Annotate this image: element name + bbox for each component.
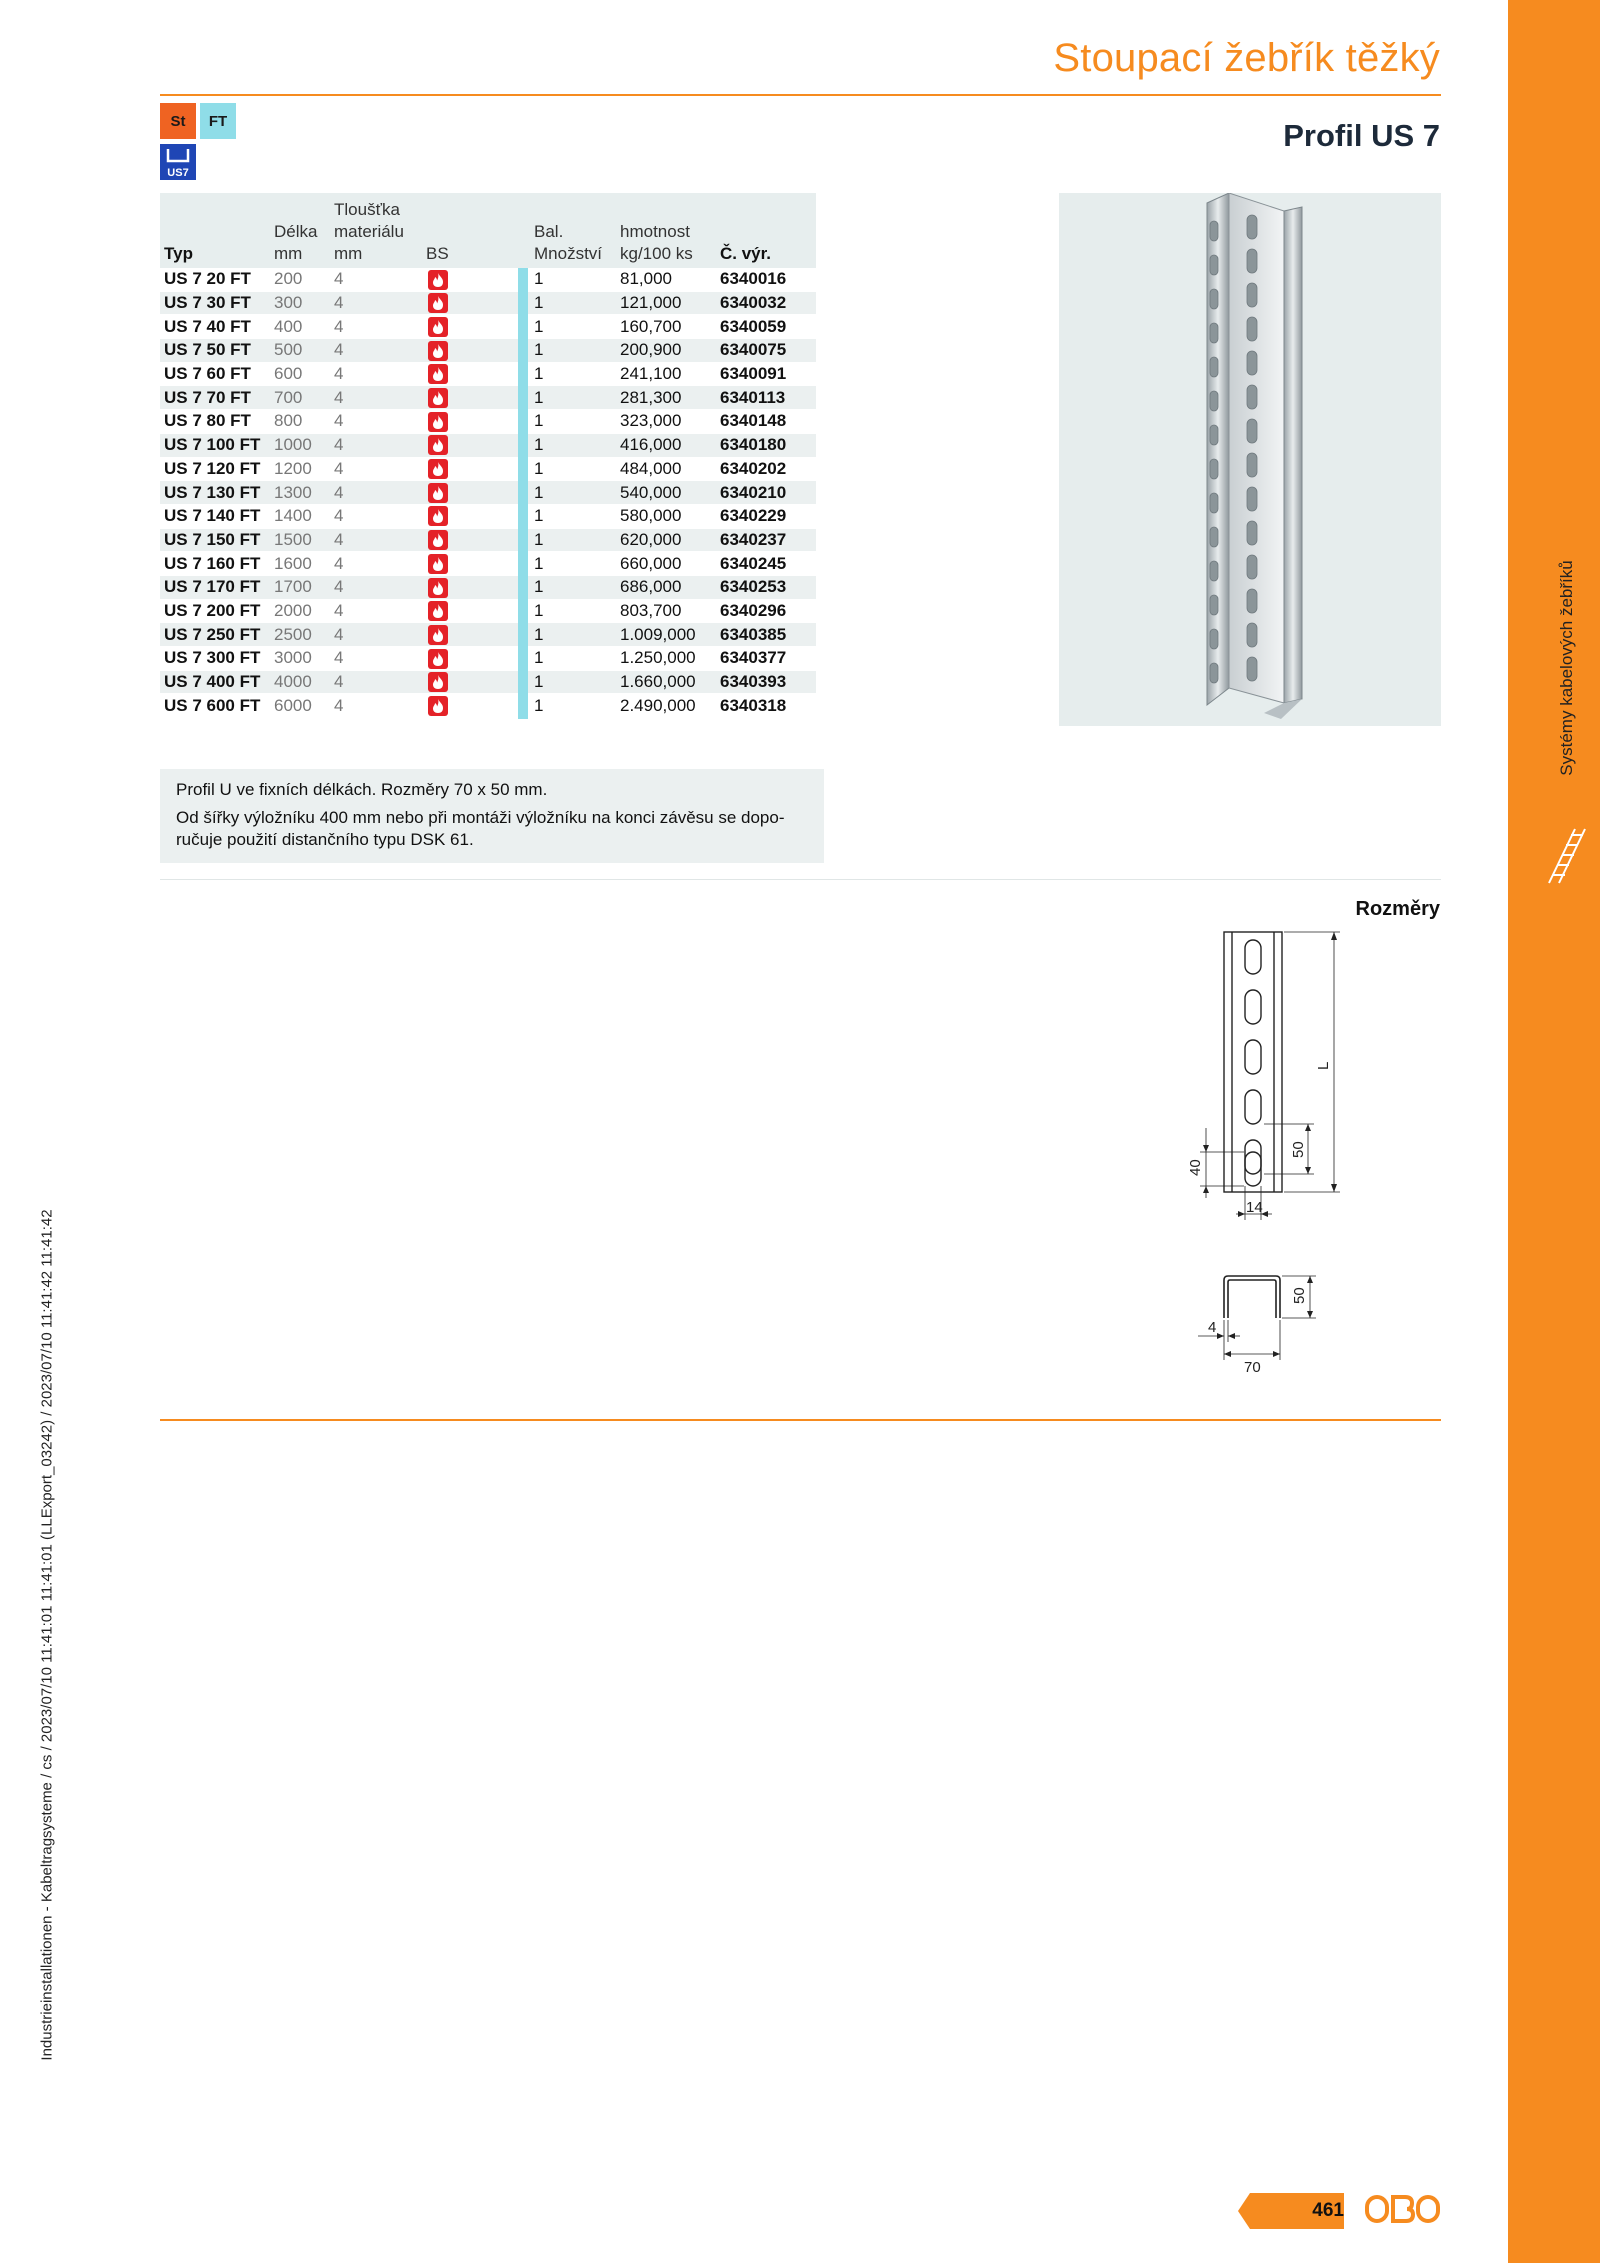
cell-typ: US 7 60 FT <box>160 362 270 386</box>
cell-hmotnost: 241,100 <box>616 362 716 386</box>
profile-slot <box>1247 623 1257 647</box>
profile-slot <box>1247 249 1257 273</box>
cell-tloustka: 4 <box>330 623 422 647</box>
product-table <box>160 193 816 718</box>
col-header-hmotnost: hmotnost kg/100 ks <box>616 193 716 268</box>
slot-pitch-label: 50 <box>1290 1141 1307 1158</box>
cell-tloustka: 4 <box>330 575 422 599</box>
profile-slot <box>1247 317 1257 341</box>
table-row <box>160 433 816 457</box>
cell-bal: 1 <box>530 268 616 291</box>
print-meta-text: Industrieinstallationen - Kabeltragsysteme / cs / 2023/07/10 11:41:01 11:41:01 (LLExport_03242) / 2023/07/10 11:41:42 11:41:42 <box>38 1209 56 2061</box>
profile-slot <box>1210 663 1218 683</box>
cell-typ: US 7 30 FT <box>160 291 270 315</box>
cell-tloustka: 4 <box>330 504 422 528</box>
cell-cvyr: 6340296 <box>716 599 816 623</box>
cell-tloustka: 4 <box>330 481 422 505</box>
cell-spacer <box>514 386 530 410</box>
profile-slot <box>1210 391 1218 411</box>
fire-protection-icon <box>428 388 448 408</box>
cell-typ: US 7 100 FT <box>160 433 270 457</box>
product-table-body <box>160 268 816 718</box>
cell-bal: 1 <box>530 433 616 457</box>
section-thickness-label: 4 <box>1208 1319 1217 1336</box>
cell-typ: US 7 600 FT <box>160 694 270 718</box>
cell-bal: 1 <box>530 694 616 718</box>
cell-tloustka: 4 <box>330 528 422 552</box>
fire-protection-icon <box>428 578 448 598</box>
cell-typ: US 7 300 FT <box>160 647 270 671</box>
cell-delka: 1200 <box>270 457 330 481</box>
profile-slot <box>1210 289 1218 309</box>
cell-bs <box>422 362 514 386</box>
cell-bs <box>422 552 514 576</box>
cell-typ: US 7 50 FT <box>160 339 270 363</box>
cell-delka: 1000 <box>270 433 330 457</box>
cell-typ: US 7 120 FT <box>160 457 270 481</box>
cell-cvyr: 6340385 <box>716 623 816 647</box>
cell-hmotnost: 121,000 <box>616 291 716 315</box>
cell-bal: 1 <box>530 291 616 315</box>
cell-bal: 1 <box>530 386 616 410</box>
profile-slot <box>1247 215 1257 239</box>
cell-delka: 2000 <box>270 599 330 623</box>
cell-bs <box>422 457 514 481</box>
fire-protection-icon <box>428 317 448 337</box>
cell-spacer <box>514 410 530 434</box>
cell-bal: 1 <box>530 362 616 386</box>
cell-delka: 4000 <box>270 670 330 694</box>
cell-hmotnost: 660,000 <box>616 552 716 576</box>
profile-slot <box>1247 385 1257 409</box>
cell-hmotnost: 323,000 <box>616 410 716 434</box>
cell-cvyr: 6340318 <box>716 694 816 718</box>
cell-bs <box>422 339 514 363</box>
cell-tloustka: 4 <box>330 362 422 386</box>
cell-bs <box>422 481 514 505</box>
cell-typ: US 7 400 FT <box>160 670 270 694</box>
cell-delka: 200 <box>270 268 330 291</box>
cell-hmotnost: 803,700 <box>616 599 716 623</box>
cell-bal: 1 <box>530 339 616 363</box>
section-divider <box>160 879 1441 880</box>
cell-cvyr: 6340075 <box>716 339 816 363</box>
cell-hmotnost: 416,000 <box>616 433 716 457</box>
bottom-divider <box>160 1419 1441 1421</box>
cell-spacer <box>514 623 530 647</box>
fire-protection-icon <box>428 412 448 432</box>
col-header-cvyr: Č. výr. <box>716 193 816 268</box>
fire-protection-icon <box>428 672 448 692</box>
table-row <box>160 599 816 623</box>
cell-hmotnost: 81,000 <box>616 268 716 291</box>
fire-protection-icon <box>428 625 448 645</box>
cell-bs <box>422 410 514 434</box>
fire-protection-icon <box>428 506 448 526</box>
cell-hmotnost: 281,300 <box>616 386 716 410</box>
front-view-drawing <box>1180 928 1360 1228</box>
col-header-tloustka: Tloušťka materiálu mm <box>330 193 422 268</box>
cell-tloustka: 4 <box>330 599 422 623</box>
cell-cvyr: 6340180 <box>716 433 816 457</box>
cell-delka: 6000 <box>270 694 330 718</box>
cell-bal: 1 <box>530 599 616 623</box>
cell-bal: 1 <box>530 670 616 694</box>
product-table-wrap <box>160 193 816 718</box>
cell-bal: 1 <box>530 457 616 481</box>
cell-cvyr: 6340148 <box>716 410 816 434</box>
cell-tloustka: 4 <box>330 552 422 576</box>
cell-bs <box>422 386 514 410</box>
section-height-label: 50 <box>1291 1287 1308 1304</box>
cell-bal: 1 <box>530 575 616 599</box>
slot-length-label: 40 <box>1187 1159 1204 1176</box>
table-row <box>160 315 816 339</box>
profile-slot <box>1210 595 1218 615</box>
cell-spacer <box>514 647 530 671</box>
cell-tloustka: 4 <box>330 694 422 718</box>
cell-hmotnost: 2.490,000 <box>616 694 716 718</box>
cell-spacer <box>514 362 530 386</box>
fire-protection-icon <box>428 554 448 574</box>
fire-protection-icon <box>428 483 448 503</box>
table-header-row <box>160 193 816 268</box>
material-badge-st: St <box>160 103 196 139</box>
cell-typ: US 7 70 FT <box>160 386 270 410</box>
cell-spacer <box>514 504 530 528</box>
table-row <box>160 647 816 671</box>
cell-spacer <box>514 575 530 599</box>
profile-slot <box>1210 629 1218 649</box>
cell-delka: 800 <box>270 410 330 434</box>
profile-slot <box>1247 419 1257 443</box>
cell-delka: 300 <box>270 291 330 315</box>
cell-tloustka: 4 <box>330 386 422 410</box>
cell-spacer <box>514 552 530 576</box>
cell-bal: 1 <box>530 315 616 339</box>
cell-bs <box>422 315 514 339</box>
profile-slot <box>1247 657 1257 681</box>
cell-typ: US 7 130 FT <box>160 481 270 505</box>
page-number: 461 <box>1312 2200 1344 2221</box>
cell-bs <box>422 433 514 457</box>
cell-cvyr: 6340059 <box>716 315 816 339</box>
cell-tloustka: 4 <box>330 457 422 481</box>
table-row <box>160 457 816 481</box>
col-header-bs: BS <box>422 193 514 268</box>
cell-spacer <box>514 457 530 481</box>
cell-delka: 600 <box>270 362 330 386</box>
u-profile-icon <box>165 147 191 165</box>
col-header-delka: Délka mm <box>270 193 330 268</box>
cell-bal: 1 <box>530 623 616 647</box>
cell-spacer <box>514 528 530 552</box>
cell-bal: 1 <box>530 410 616 434</box>
cell-hmotnost: 580,000 <box>616 504 716 528</box>
cell-delka: 2500 <box>270 623 330 647</box>
cell-spacer <box>514 481 530 505</box>
cell-spacer <box>514 694 530 718</box>
cell-bs <box>422 670 514 694</box>
cell-bs <box>422 694 514 718</box>
fire-protection-icon <box>428 459 448 479</box>
profile-slot <box>1210 459 1218 479</box>
table-row <box>160 481 816 505</box>
fire-protection-icon <box>428 341 448 361</box>
cable-ladder-icon <box>1545 825 1589 885</box>
table-row <box>160 362 816 386</box>
cell-tloustka: 4 <box>330 315 422 339</box>
cell-bs <box>422 575 514 599</box>
cell-bs <box>422 291 514 315</box>
cell-typ: US 7 80 FT <box>160 410 270 434</box>
note-line-2: Od šířky výložníku 400 mm nebo při montáži výložníku na konci závěsu se dopo-ručuje použití distančního typu DSK 61. <box>176 808 785 849</box>
cell-delka: 700 <box>270 386 330 410</box>
cell-bs <box>422 528 514 552</box>
cell-typ: US 7 200 FT <box>160 599 270 623</box>
cell-hmotnost: 484,000 <box>616 457 716 481</box>
profile-slot <box>1210 493 1218 513</box>
cell-typ: US 7 150 FT <box>160 528 270 552</box>
profile-slot <box>1247 589 1257 613</box>
cell-typ: US 7 140 FT <box>160 504 270 528</box>
cell-delka: 1300 <box>270 481 330 505</box>
product-note <box>160 769 824 863</box>
cell-bal: 1 <box>530 647 616 671</box>
cell-cvyr: 6340245 <box>716 552 816 576</box>
cell-delka: 1400 <box>270 504 330 528</box>
cell-hmotnost: 1.250,000 <box>616 647 716 671</box>
cell-bal: 1 <box>530 552 616 576</box>
cell-bal: 1 <box>530 504 616 528</box>
cell-tloustka: 4 <box>330 410 422 434</box>
table-row <box>160 291 816 315</box>
profile-slot <box>1247 351 1257 375</box>
fire-protection-icon <box>428 270 448 290</box>
cell-typ: US 7 170 FT <box>160 575 270 599</box>
fire-protection-icon <box>428 293 448 313</box>
fire-protection-icon <box>428 601 448 621</box>
cell-cvyr: 6340253 <box>716 575 816 599</box>
cell-typ: US 7 250 FT <box>160 623 270 647</box>
profile-slot <box>1210 561 1218 581</box>
profile-badge-label: US7 <box>167 167 189 179</box>
title-divider <box>160 94 1441 96</box>
table-row <box>160 268 816 291</box>
table-row <box>160 504 816 528</box>
slot-width-label: 14 <box>1246 1199 1263 1216</box>
note-line-1: Profil U ve fixních délkách. Rozměry 70 x 50 mm. <box>176 780 548 799</box>
cell-spacer <box>514 268 530 291</box>
cell-delka: 1600 <box>270 552 330 576</box>
col-header-bal: Bal. Množství <box>530 193 616 268</box>
cell-cvyr: 6340032 <box>716 291 816 315</box>
cell-hmotnost: 686,000 <box>616 575 716 599</box>
cell-bal: 1 <box>530 481 616 505</box>
table-row <box>160 339 816 363</box>
cell-cvyr: 6340229 <box>716 504 816 528</box>
fire-protection-icon <box>428 696 448 716</box>
cell-typ: US 7 160 FT <box>160 552 270 576</box>
side-bar <box>1508 0 1600 2263</box>
cell-bs <box>422 647 514 671</box>
table-row <box>160 528 816 552</box>
cell-spacer <box>514 433 530 457</box>
cell-cvyr: 6340377 <box>716 647 816 671</box>
col-header-spacer <box>514 193 530 268</box>
fire-protection-icon <box>428 530 448 550</box>
table-row <box>160 670 816 694</box>
length-label: L <box>1315 1061 1332 1070</box>
cell-hmotnost: 1.009,000 <box>616 623 716 647</box>
cell-cvyr: 6340016 <box>716 268 816 291</box>
cell-tloustka: 4 <box>330 291 422 315</box>
cell-hmotnost: 1.660,000 <box>616 670 716 694</box>
fire-protection-icon <box>428 435 448 455</box>
u-profile-photo-image <box>1059 193 1441 726</box>
cell-hmotnost: 160,700 <box>616 315 716 339</box>
cell-cvyr: 6340210 <box>716 481 816 505</box>
cell-bal: 1 <box>530 528 616 552</box>
cell-hmotnost: 540,000 <box>616 481 716 505</box>
cell-cvyr: 6340202 <box>716 457 816 481</box>
profile-slot <box>1247 555 1257 579</box>
cell-cvyr: 6340113 <box>716 386 816 410</box>
product-subtitle: Profil US 7 <box>1283 118 1440 153</box>
profile-slot <box>1210 255 1218 275</box>
cell-tloustka: 4 <box>330 339 422 363</box>
obo-logo-icon <box>1364 2192 1441 2226</box>
cell-delka: 1700 <box>270 575 330 599</box>
col-header-typ: Typ <box>160 193 270 268</box>
cell-bs <box>422 268 514 291</box>
cell-cvyr: 6340393 <box>716 670 816 694</box>
profile-slot <box>1210 323 1218 343</box>
cell-spacer <box>514 670 530 694</box>
cell-tloustka: 4 <box>330 268 422 291</box>
fire-protection-icon <box>428 649 448 669</box>
profile-badge-us7 <box>160 144 196 180</box>
table-row <box>160 552 816 576</box>
page-title: Stoupací žebřík těžký <box>1053 36 1440 80</box>
profile-slot <box>1210 425 1218 445</box>
cell-typ: US 7 20 FT <box>160 268 270 291</box>
profile-slot <box>1247 487 1257 511</box>
cell-hmotnost: 620,000 <box>616 528 716 552</box>
cell-typ: US 7 40 FT <box>160 315 270 339</box>
cell-hmotnost: 200,900 <box>616 339 716 363</box>
table-row <box>160 694 816 718</box>
profile-slot <box>1210 527 1218 547</box>
table-row <box>160 623 816 647</box>
cell-cvyr: 6340237 <box>716 528 816 552</box>
cell-tloustka: 4 <box>330 433 422 457</box>
cell-delka: 400 <box>270 315 330 339</box>
profile-slot <box>1210 221 1218 241</box>
table-row <box>160 386 816 410</box>
cell-delka: 500 <box>270 339 330 363</box>
fire-protection-icon <box>428 364 448 384</box>
cross-section-drawing <box>1180 1270 1340 1380</box>
profile-slot <box>1247 453 1257 477</box>
sidebar-section-label: Systémy kabelových žebříků <box>1557 560 1576 776</box>
table-row <box>160 410 816 434</box>
section-width-label: 70 <box>1244 1359 1261 1376</box>
cell-cvyr: 6340091 <box>716 362 816 386</box>
profile-slot <box>1210 357 1218 377</box>
cell-spacer <box>514 291 530 315</box>
finish-badge-ft: FT <box>200 103 236 139</box>
profile-slot <box>1247 521 1257 545</box>
table-row <box>160 575 816 599</box>
cell-spacer <box>514 599 530 623</box>
dimensions-title: Rozměry <box>1355 898 1440 920</box>
cell-bs <box>422 599 514 623</box>
profile-slot <box>1247 283 1257 307</box>
cell-tloustka: 4 <box>330 670 422 694</box>
cell-bs <box>422 623 514 647</box>
cell-delka: 3000 <box>270 647 330 671</box>
cell-delka: 1500 <box>270 528 330 552</box>
product-photo <box>1059 193 1441 726</box>
cell-bs <box>422 504 514 528</box>
cell-spacer <box>514 315 530 339</box>
cell-tloustka: 4 <box>330 647 422 671</box>
cell-spacer <box>514 339 530 363</box>
